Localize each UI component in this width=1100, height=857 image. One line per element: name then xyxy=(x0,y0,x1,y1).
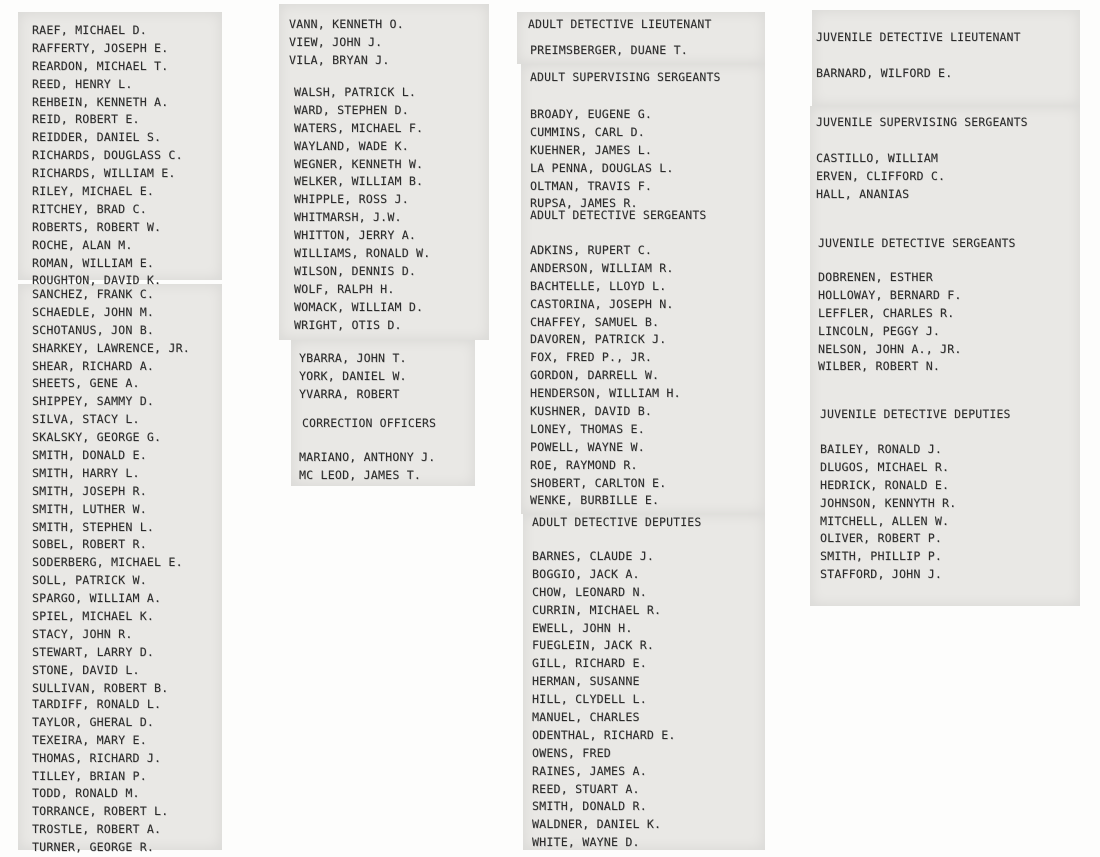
roster-name: OWENS, FRED xyxy=(532,745,611,760)
col2-group-a xyxy=(289,16,404,70)
roster-name: SHOBERT, CARLTON E. xyxy=(530,475,667,490)
roster-name: SMITH, HARRY L. xyxy=(32,465,140,480)
roster-name: BARNES, CLAUDE J. xyxy=(532,549,655,563)
roster-name: SMITH, STEPHEN L. xyxy=(32,519,155,534)
roster-name: REIDDER, DANIEL S. xyxy=(32,130,162,145)
roster-name: LEFFLER, CHARLES R. xyxy=(818,305,955,320)
roster-name: ERVEN, CLIFFORD C. xyxy=(816,168,946,183)
roster-name: REID, ROBERT E. xyxy=(32,112,140,127)
roster-name: SILVA, STACY L. xyxy=(32,412,140,427)
roster-name: WENKE, BURBILLE E. xyxy=(530,493,660,508)
roster-name: REED, HENRY L. xyxy=(32,76,133,91)
roster-name: MITCHELL, ALLEN W. xyxy=(820,513,950,528)
roster-name: ROCHE, ALAN M. xyxy=(32,237,133,252)
roster-name: GORDON, DARRELL W. xyxy=(530,368,660,383)
roster-name: MARIANO, ANTHONY J. xyxy=(299,450,436,464)
roster-name: YBARRA, JOHN T. xyxy=(299,351,407,365)
roster-name: ROE, RAYMOND R. xyxy=(530,457,638,472)
roster-name: WARD, STEPHEN D. xyxy=(294,102,409,117)
roster-name: SPARGO, WILLIAM A. xyxy=(32,591,162,606)
roster-name: DLUGOS, MICHAEL R. xyxy=(820,459,950,474)
roster-name: WILBER, ROBERT N. xyxy=(818,359,941,374)
roster-name: LONEY, THOMAS E. xyxy=(530,421,645,436)
roster-name: TURNER, GEORGE R. xyxy=(32,840,155,855)
roster-name: STONE, DAVID L. xyxy=(32,662,140,677)
roster-name: REARDON, MICHAEL T. xyxy=(32,58,169,73)
roster-name: HENDERSON, WILLIAM H. xyxy=(530,386,681,401)
roster-name: CHAFFEY, SAMUEL B. xyxy=(530,314,660,329)
roster-name: HOLLOWAY, BERNARD F. xyxy=(818,287,962,302)
roster-name: TEXEIRA, MARY E. xyxy=(32,732,147,747)
roster-name: WOMACK, WILLIAM D. xyxy=(294,299,424,314)
roster-name: THOMAS, RICHARD J. xyxy=(32,750,162,765)
roster-name: TORRANCE, ROBERT L. xyxy=(32,804,169,819)
roster-name: WALDNER, DANIEL K. xyxy=(532,817,662,832)
col2-group-b xyxy=(294,84,430,334)
roster-name: SMITH, DONALD R. xyxy=(532,799,647,814)
roster-name: YORK, DANIEL W. xyxy=(299,368,407,383)
roster-name: KUSHNER, DAVID B. xyxy=(530,404,653,419)
roster-name: VILA, BRYAN J. xyxy=(289,52,390,67)
roster-name: MANUEL, CHARLES xyxy=(532,710,640,725)
roster-name: ANDERSON, WILLIAM R. xyxy=(530,260,674,275)
roster-name: RICHARDS, DOUGLASS C. xyxy=(32,148,183,163)
roster-name: STEWART, LARRY D. xyxy=(32,644,155,659)
roster-name: BOGGIO, JACK A. xyxy=(532,566,640,581)
roster-name: PREIMSBERGER, DUANE T. xyxy=(530,43,688,57)
roster-name: BAILEY, RONALD J. xyxy=(820,442,943,456)
roster-name: RAFFERTY, JOSEPH E. xyxy=(32,40,169,55)
roster-name: ROMAN, WILLIAM E. xyxy=(32,255,155,270)
roster-name: SMITH, DONALD E. xyxy=(32,448,147,463)
roster-name: RITCHEY, BRAD C. xyxy=(32,201,147,216)
col3-lt xyxy=(530,42,688,60)
roster-name: FOX, FRED P., JR. xyxy=(530,350,653,365)
roster-name: WALSH, PATRICK L. xyxy=(294,85,417,99)
roster-name: ROBERTS, ROBERT W. xyxy=(32,219,162,234)
roster-name: GILL, RICHARD E. xyxy=(532,656,647,671)
juvenile-lt-heading: JUVENILE DETECTIVE LIEUTENANT xyxy=(816,30,1021,44)
juvenile-deputies-heading: JUVENILE DETECTIVE DEPUTIES xyxy=(820,407,1011,421)
col4-lt xyxy=(816,65,952,83)
roster-name: STAFFORD, JOHN J. xyxy=(820,567,943,582)
correction-officers-heading: CORRECTION OFFICERS xyxy=(302,416,437,430)
roster-name: LINCOLN, PEGGY J. xyxy=(818,323,941,338)
roster-name: OLIVER, ROBERT P. xyxy=(820,531,943,546)
col2-group-c xyxy=(299,350,407,404)
roster-name: RAINES, JAMES A. xyxy=(532,763,647,778)
roster-name: ROUGHTON, DAVID K. xyxy=(32,273,162,288)
roster-name: RUPSA, JAMES R. xyxy=(530,196,638,211)
roster-name: REED, STUART A. xyxy=(532,781,640,796)
adult-deputies-heading: ADULT DETECTIVE DEPUTIES xyxy=(532,515,702,529)
roster-name: MC LEOD, JAMES T. xyxy=(299,467,422,482)
roster-name: WATERS, MICHAEL F. xyxy=(294,120,424,135)
col1-group-b xyxy=(32,286,190,697)
roster-name: WHITE, WAYNE D. xyxy=(532,835,640,850)
col4-dep xyxy=(820,441,956,584)
roster-name: WEGNER, KENNETH W. xyxy=(294,156,424,171)
roster-name: CURRIN, MICHAEL R. xyxy=(532,602,662,617)
roster-name: CASTORINA, JOSEPH N. xyxy=(530,296,674,311)
roster-name: WHITMARSH, J.W. xyxy=(294,210,402,225)
roster-name: STACY, JOHN R. xyxy=(32,626,133,641)
roster-name: ODENTHAL, RICHARD E. xyxy=(532,727,676,742)
roster-name: NELSON, JOHN A., JR. xyxy=(818,341,962,356)
roster-name: BROADY, EUGENE G. xyxy=(530,107,653,121)
roster-name: SMITH, PHILLIP P. xyxy=(820,549,943,564)
roster-name: POWELL, WAYNE W. xyxy=(530,439,645,454)
roster-name: SPIEL, MICHAEL K. xyxy=(32,609,155,624)
roster-name: TODD, RONALD M. xyxy=(32,786,140,801)
clipping-8 xyxy=(812,10,1080,106)
juvenile-det-sgt-heading: JUVENILE DETECTIVE SERGEANTS xyxy=(818,236,1016,250)
roster-name: WILLIAMS, RONALD W. xyxy=(294,246,431,261)
roster-name: WHIPPLE, ROSS J. xyxy=(294,192,409,207)
col3-dep xyxy=(532,548,676,852)
roster-name: HEDRICK, RONALD E. xyxy=(820,477,950,492)
roster-name: SULLIVAN, ROBERT B. xyxy=(32,680,169,695)
roster-name: WRIGHT, OTIS D. xyxy=(294,317,402,332)
roster-name: SANCHEZ, FRANK C. xyxy=(32,287,155,301)
roster-name: DOBRENEN, ESTHER xyxy=(818,270,933,284)
roster-name: CUMMINS, CARL D. xyxy=(530,124,645,139)
col2-correction xyxy=(299,449,435,485)
roster-name: OLTMAN, TRAVIS F. xyxy=(530,178,653,193)
roster-name: DAVOREN, PATRICK J. xyxy=(530,332,667,347)
roster-name: WHITTON, JERRY A. xyxy=(294,228,417,243)
roster-name: YVARRA, ROBERT xyxy=(299,386,400,401)
col3-sgt xyxy=(530,242,681,510)
roster-name: WELKER, WILLIAM B. xyxy=(294,174,424,189)
roster-name: SOLL, PATRICK W. xyxy=(32,573,147,588)
col4-sup xyxy=(816,150,945,204)
roster-name: TILLEY, BRIAN P. xyxy=(32,768,147,783)
roster-name: FUEGLEIN, JACK R. xyxy=(532,638,655,653)
roster-name: TAYLOR, GHERAL D. xyxy=(32,714,155,729)
roster-name: SHIPPEY, SAMMY D. xyxy=(32,394,155,409)
roster-name: HERMAN, SUSANNE xyxy=(532,674,640,689)
roster-name: CHOW, LEONARD N. xyxy=(532,584,647,599)
roster-name: SODERBERG, MICHAEL E. xyxy=(32,555,183,570)
roster-name: SCHAEDLE, JOHN M. xyxy=(32,304,155,319)
roster-name: SHEAR, RICHARD A. xyxy=(32,358,155,373)
roster-name: RAEF, MICHAEL D. xyxy=(32,23,147,37)
roster-name: BARNARD, WILFORD E. xyxy=(816,66,953,80)
roster-name: SMITH, JOSEPH R. xyxy=(32,483,147,498)
col1-group-a xyxy=(32,22,183,290)
roster-name: SMITH, LUTHER W. xyxy=(32,501,147,516)
roster-name: VANN, KENNETH O. xyxy=(289,17,404,31)
col1-group-c xyxy=(32,696,168,857)
roster-name: JOHNSON, KENNYTH R. xyxy=(820,495,957,510)
roster-name: WILSON, DENNIS D. xyxy=(294,263,417,278)
roster-name: EWELL, JOHN H. xyxy=(532,620,633,635)
roster-name: SKALSKY, GEORGE G. xyxy=(32,430,162,445)
adult-lt-heading: ADULT DETECTIVE LIEUTENANT xyxy=(528,17,712,31)
roster-name: KUEHNER, JAMES L. xyxy=(530,142,653,157)
roster-name: HILL, CLYDELL L. xyxy=(532,692,647,707)
roster-name: REHBEIN, KENNETH A. xyxy=(32,94,169,109)
roster-name: ADKINS, RUPERT C. xyxy=(530,243,653,257)
roster-name: SOBEL, ROBERT R. xyxy=(32,537,147,552)
roster-name: TROSTLE, ROBERT A. xyxy=(32,822,162,837)
roster-name: SHARKEY, LAWRENCE, JR. xyxy=(32,340,190,355)
col4-sgt xyxy=(818,269,962,376)
roster-name: BACHTELLE, LLOYD L. xyxy=(530,278,667,293)
adult-det-sgt-heading: ADULT DETECTIVE SERGEANTS xyxy=(530,208,707,222)
roster-name: WAYLAND, WADE K. xyxy=(294,138,409,153)
roster-name: CASTILLO, WILLIAM xyxy=(816,151,939,165)
adult-sup-sgt-heading: ADULT SUPERVISING SERGEANTS xyxy=(530,70,721,84)
roster-name: WOLF, RALPH H. xyxy=(294,281,395,296)
roster-name: RICHARDS, WILLIAM E. xyxy=(32,166,176,181)
roster-name: SHEETS, GENE A. xyxy=(32,376,140,391)
roster-name: TARDIFF, RONALD L. xyxy=(32,697,162,711)
roster-name: HALL, ANANIAS xyxy=(816,186,910,201)
roster-name: LA PENNA, DOUGLAS L. xyxy=(530,160,674,175)
roster-name: RILEY, MICHAEL E. xyxy=(32,184,155,199)
roster-name: VIEW, JOHN J. xyxy=(289,34,383,49)
roster-name: SCHOTANUS, JON B. xyxy=(32,322,155,337)
col3-sup xyxy=(530,106,674,213)
juvenile-sup-sgt-heading: JUVENILE SUPERVISING SERGEANTS xyxy=(816,115,1028,129)
